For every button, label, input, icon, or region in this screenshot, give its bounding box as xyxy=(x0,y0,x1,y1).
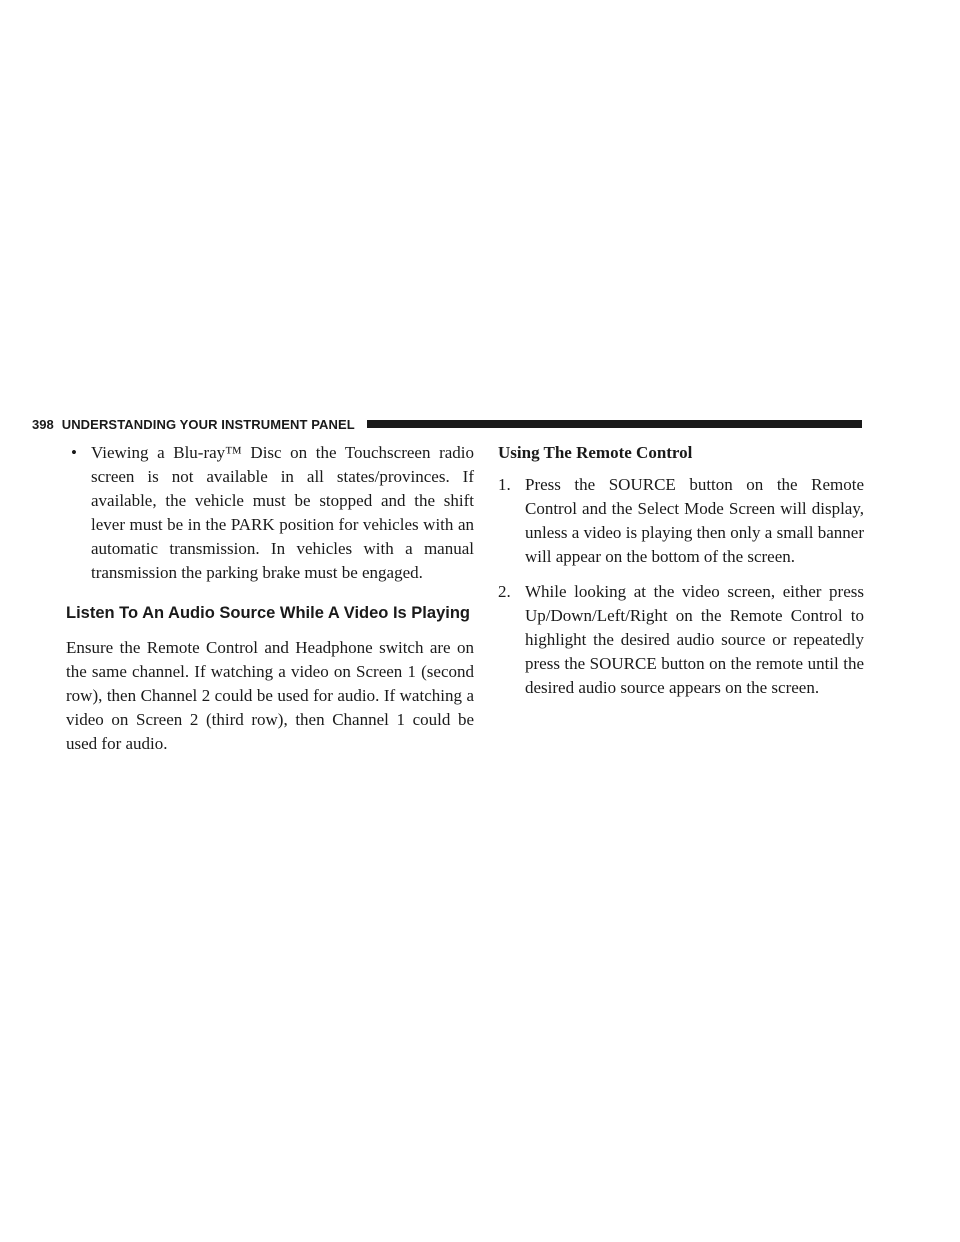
section-heading: Listen To An Audio Source While A Video Is Playing xyxy=(66,604,470,622)
page-number: 398 xyxy=(32,416,54,432)
section-title: UNDERSTANDING YOUR INSTRUMENT PANEL xyxy=(61,416,355,432)
bullet-text: Viewing a Blu-ray™ Disc on the Touchscreen radio screen is not available in all states/provinces. If available, the vehicle must be stopped and the shift lever must be in the PARK position for vehicles with an automatic transmission. In vehicles with a manual transmission the parking brake must be engaged. xyxy=(91,443,474,582)
body-paragraph: Ensure the Remote Control and Headphone switch are on the same channel. If watching a video on Screen 1 (second row), then Channel 2 could be used for audio. If watching a video on Screen 2 (third row), then Channel 1 could be used for audio. xyxy=(66,638,474,753)
subsection-heading: Using The Remote Control xyxy=(498,443,693,462)
bullet-icon: • xyxy=(71,443,77,462)
step-item xyxy=(498,473,864,569)
header-rule xyxy=(367,420,862,428)
step-text: While looking at the video screen, either press Up/Down/Left/Right on the Remote Control to highlight the desired audio source or repeatedly press the SOURCE button on the remote until the desired audio source appears on the screen. xyxy=(525,582,864,697)
step-number: 2. xyxy=(498,582,511,601)
step-number: 1. xyxy=(498,475,511,494)
bullet-item xyxy=(66,441,474,585)
step-item xyxy=(498,580,864,700)
right-column xyxy=(498,441,864,711)
left-column xyxy=(66,441,474,756)
step-text: Press the SOURCE button on the Remote Control and the Select Mode Screen will display, unless a video is playing then only a small banner will appear on the bottom of the screen. xyxy=(525,475,864,566)
page-header xyxy=(32,415,862,433)
